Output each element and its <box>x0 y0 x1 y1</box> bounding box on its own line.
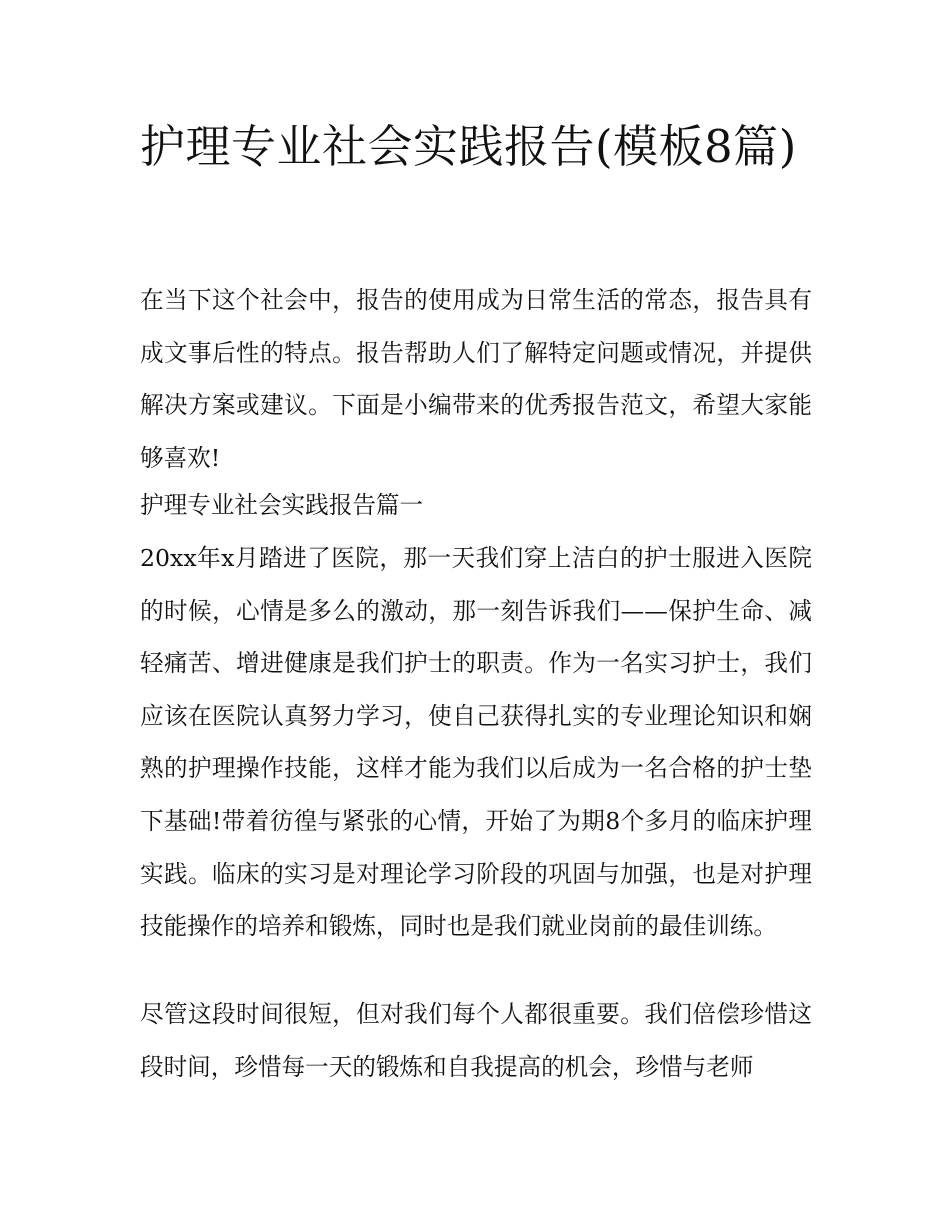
document-title: 护理专业社会实践报告(模板8篇) <box>140 120 797 173</box>
intro-paragraph: 在当下这个社会中，报告的使用成为日常生活的常态，报告具有成文事后性的特点。报告帮助人们了解特定问题或情况，并提供解决方案或建议。下面是小编带来的优秀报告范文，希望大家能够喜欢! <box>140 286 812 472</box>
body-paragraph-2: 尽管这段时间很短，但对我们每个人都很重要。我们倍偿珍惜这段时间，珍惜每一天的锻炼和自我提高的机会，珍惜与老师 <box>140 1000 812 1081</box>
body-paragraph-1: 20xx年x月踏进了医院，那一天我们穿上洁白的护士服进入医院的时候，心情是多么的激动，那一刻告诉我们——保护生命、减轻痛苦、增进健康是我们护士的职责。作为一名实习护士，我们应该在医院认真努力学习，使自己获得扎实的专业理论知识和娴熟的护理操作技能，这样才能为我们以后成为一名合格的护士垫下基础!带着彷徨与紧张的心情，开始了为期8个多月的临床护理实践。临床的实习是对理论学习阶段的巩固与加强，也是对护理技能操作的培养和锻炼，同时也是我们就业岗前的最佳训练。 <box>140 544 812 941</box>
section-heading: 护理专业社会实践报告篇一 <box>140 491 424 519</box>
